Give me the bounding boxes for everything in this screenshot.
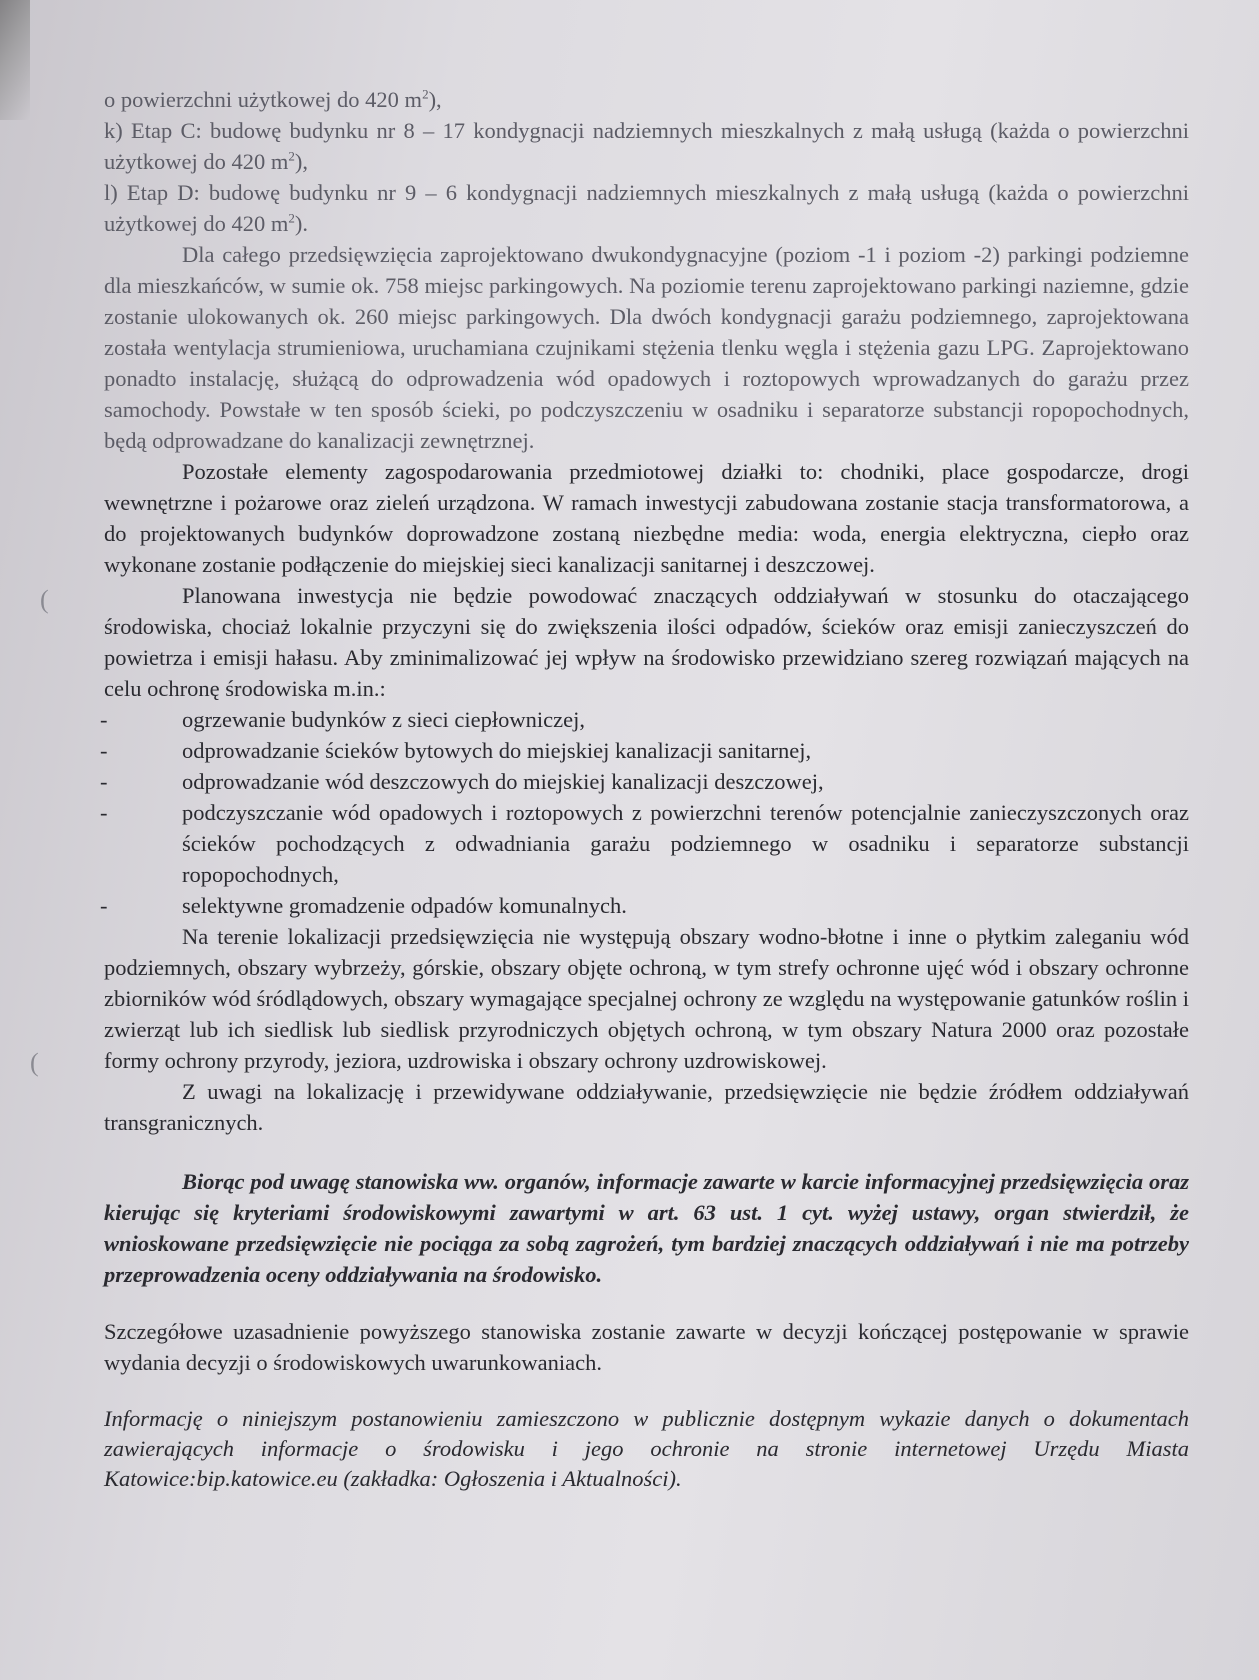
line-top-2: l) Etap D: budowę budynku nr 9 – 6 kondygnacji nadziemnych mieszkalnych z małą usługą (każda o powierzchni użytkowej do 420 $m^2$).	[104, 180, 1189, 236]
margin-mark: (	[40, 585, 49, 614]
paragraph-protected-areas: Na terenie lokalizacji przedsięwzięcia nie występują obszary wodno-błotne i inne o płytkim zaleganiu wód podziemnych, obszary wybrzeży, górskie, obszary objęte ochroną, w tym strefy ochronne ujęć wód i obszary ochronne zbiorników wód śródlądowych, obszary wymagające specjalnej ochrony ze względu na występowanie gatunków roślin i zwierząt lub ich siedlisk lub siedlisk przyrodniczych objętych ochroną, w tym obszary Natura 2000 oraz pozostałe formy ochrony przyrody, jeziora, uzdrowiska i obszary ochrony uzdrowiskowej.	[104, 924, 1189, 1073]
paragraph-impact: Planowana inwestycja nie będzie powodować znaczących oddziaływań w stosunku do otaczającego środowiska, chociaż lokalnie przyczyni się do zwiększenia ilości odpadów, ścieków oraz emisji zanieczyszczeń do powietrza i emisji hałasu. Aby zminimalizować jej wpływ na środowisko przewidziano szereg rozwiązań mających na celu ochronę środowiska m.in.:	[104, 583, 1189, 701]
measures-list	[100, 704, 1189, 921]
line-top-1: k) Etap C: budowę budynku nr 8 – 17 kondygnacji nadziemnych mieszkalnych z małą usługą (każda o powierzchni użytkowej do 420 $m^2$),	[104, 118, 1189, 174]
paragraph-site-elements: Pozostałe elementy zagospodarowania przedmiotowej działki to: chodniki, place gospodarcze, drogi wewnętrzne i pożarowe oraz zieleń urządzona. W ramach inwestycji zabudowana zostanie stacja transformatorowa, a do projektowanych budynków doprowadzone zostaną niezbędne media: woda, energia elektryczna, ciepło oraz wykonane zostanie podłączenie do miejskiej sieci kanalizacji sanitarnej i deszczowej.	[104, 459, 1189, 577]
line-top-0: o powierzchni użytkowej do 420 $m^2$),	[104, 86, 442, 112]
conclusion-paragraph: Biorąc pod uwagę stanowiska ww. organów, informacje zawarte w karcie informacyjnej przedsięwzięcia oraz kierując się kryteriami środowiskowymi zawartymi w art. 63 ust. 1 cyt. wyżej ustawy, organ stwierdził, że wnioskowane przedsięwzięcie nie pociąga za sobą zagrożeń, tym bardziej znaczących oddziaływań i nie ma potrzeby przeprowadzenia oceny oddziaływania na środowisko.	[104, 1169, 1189, 1287]
list-item: - ogrzewanie budynków z sieci ciepłowniczej,	[100, 707, 585, 732]
justification-paragraph: Szczegółowe uzasadnienie powyższego stanowiska zostanie zawarte w decyzji kończącej postępowanie w sprawie wydania decyzji o środowiskowych uwarunkowaniach.	[104, 1319, 1189, 1375]
list-item: - selektywne gromadzenie odpadów komunalnych.	[100, 893, 627, 918]
list-item: - podczyszczanie wód opadowych i roztopowych z powierzchni terenów potencjalnie zanieczyszczonych oraz ścieków pochodzących z odwadniania garażu podziemnego w osadniku i separatorze substancji ropopochodnych,	[100, 800, 1189, 887]
paragraph-transboundary: Z uwagi na lokalizację i przewidywane oddziaływanie, przedsięwzięcie nie będzie źródłem oddziaływań transgranicznych.	[104, 1079, 1189, 1135]
paragraph-parking: Dla całego przedsięwzięcia zaprojektowano dwukondygnacyjne (poziom -1 i poziom -2) parkingi podziemne dla mieszkańców, w sumie ok. 758 miejsc parkingowych. Na poziomie terenu zaprojektowano parkingi naziemne, gdzie zostanie ulokowanych ok. 260 miejsc parkingowych. Dla dwóch kondygnacji garażu podziemnego, zaprojektowana została wentylacja strumieniowa, uruchamiana czujnikami stężenia tlenku węgla i stężenia gazu LPG. Zaprojektowano ponadto instalację, służącą do odprowadzenia wód opadowych i roztopowych wprowadzanych do garażu przez samochody. Powstałe w ten sposób ścieki, po podczyszczeniu w osadniku i separatorze substancji ropopochodnych, będą odprowadzane do kanalizacji zewnętrznej.	[104, 242, 1189, 453]
list-item: - odprowadzanie wód deszczowych do miejskiej kanalizacji deszczowej,	[100, 769, 824, 794]
list-item: - odprowadzanie ścieków bytowych do miejskiej kanalizacji sanitarnej,	[100, 738, 812, 763]
notice-paragraph: Informację o niniejszym postanowieniu zamieszczono w publicznie dostępnym wykazie danych o dokumentach zawierających informacje o środowisku i jego ochronie na stronie internetowej Urzędu Miasta Katowice:bip.katowice.eu (zakładka: Ogłoszenia i Aktualności).	[104, 1406, 1189, 1491]
document-body	[100, 84, 1189, 1494]
margin-mark: (	[30, 1048, 39, 1077]
